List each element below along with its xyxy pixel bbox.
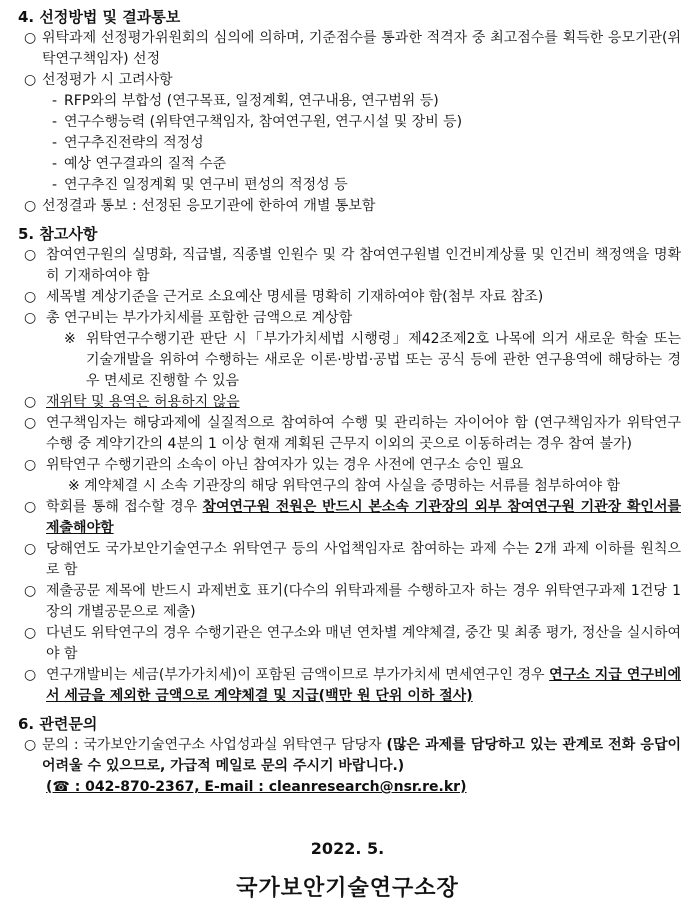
contact-info: [16, 777, 681, 798]
section-5-title: 5. 참고사항: [18, 225, 98, 243]
reference-note: ※ 위탁연구수행기관 판단 시「부가가치세법 시행령」제42조제2호 나목에 의거 새로운 학술 또는 기술개발을 위하여 수행하는 새로운 이론·방법·공법 또는 공식 등에 관한 연구용역에 해당하는 경우 면세로 진행할 수 있음: [64, 331, 681, 389]
list-item: ○ 문의 : 국가보안기술연구소 사업성과실 위탁연구 담당자 (많은 과제를 담당하고 있는 관계로 전화 응답이 어려울 수 있으므로, 가급적 메일로 문의 주시기 바랍니다.): [24, 737, 681, 774]
emphasis-text: 연구소 지급 연구비에서 세금을 제외한 금액으로 계약체결 및 지급(백만 원 단위 이하 절사): [46, 667, 682, 704]
circle-bullet: ○: [24, 457, 37, 473]
list-item: ○ 연구책임자는 해당과제에 실질적으로 참여하여 수행 및 관리하는 자이어야 함 (연구책임자가 위탁연구 수행 중 계약기간의 4분의 1 이상 현재 계획된 근무지 이외의 곳으로 이동하려는 경우 참여 불가): [24, 415, 681, 452]
sub-item: - RFP와의 부합성 (연구목표, 일정계획, 연구내용, 연구범위 등): [16, 91, 681, 112]
signature: 국가보안기술연구소장: [236, 876, 459, 901]
list-item: ○ 위탁과제 선정평가위원회의 심의에 의하며, 기준점수를 통과한 적격자 중 최고점수를 획득한 응모기관(위탁연구책임자) 선정: [24, 30, 681, 67]
list-item: ○ 선정평가 시 고려사항: [16, 70, 681, 91]
circle-bullet: ○: [24, 310, 37, 326]
section-4: [16, 6, 681, 217]
circle-bullet: ○: [24, 541, 37, 557]
emphasis-text: (많은 과제를 담당하고 있는 관계로 전화 응답이 어려울 수 있으므로, 가급적 메일로 문의 주시기 바랍니다.): [42, 737, 681, 774]
circle-bullet: ○: [24, 583, 37, 599]
circle-bullet: ○: [24, 499, 37, 515]
list-item: ○ 다년도 위탁연구의 경우 수행기관은 연구소와 매년 연차별 계약체결, 중간 및 최종 평가, 정산을 실시하여야 함: [24, 625, 681, 662]
circle-bullet: ○: [24, 394, 37, 410]
document-date: 2022. 5.: [310, 839, 385, 858]
list-item: ○ 선정결과 통보 : 선정된 응모기관에 한하여 개별 통보함: [16, 196, 681, 217]
contact-line: (☎ : 042-870-2367, E-mail : cleanresearch@nsr.re.kr): [46, 779, 467, 795]
list-item: ○ 학회를 통해 접수할 경우 참여연구원 전원은 반드시 본소속 기관장의 외부 참여연구원 기관장 확인서를 제출해야함: [24, 499, 681, 536]
section-5: [16, 223, 681, 707]
circle-bullet: ○: [24, 198, 37, 214]
dash-bullet: -: [52, 177, 58, 193]
sub-item: - 연구추진전략의 적정성: [16, 133, 681, 154]
circle-bullet: ○: [24, 30, 37, 46]
sub-item: - 연구추진 일정계획 및 연구비 편성의 적정성 등: [16, 175, 681, 196]
circle-bullet: ○: [24, 737, 37, 753]
reference-note: ※ 계약체결 시 소속 기관장의 해당 위탁연구의 참여 사실을 증명하는 서류를 첨부하여야 함: [68, 478, 620, 494]
list-item: ○ 연구개발비는 세금(부가가치세)이 포함된 금액이므로 부가가치세 면세연구인 경우 연구소 지급 연구비에서 세금을 제외한 금액으로 계약체결 및 지급(백만 원 단위 이하 절사): [24, 667, 682, 704]
reference-mark: ※: [64, 331, 76, 347]
circle-bullet: ○: [24, 289, 37, 305]
list-item: ○ 위탁연구 수행기관의 소속이 아닌 참여자가 있는 경우 사전에 연구소 승인 필요: [16, 455, 681, 476]
sub-item: - 연구수행능력 (위탁연구책임자, 참여연구원, 연구시설 및 장비 등): [16, 112, 681, 133]
emphasis-text: 참여연구원 전원은 반드시 본소속 기관장의 외부 참여연구원 기관장 확인서를 제출해야함: [46, 499, 681, 536]
circle-bullet: ○: [24, 625, 37, 641]
circle-bullet: ○: [24, 247, 37, 263]
section-4-title: 4. 선정방법 및 결과통보: [18, 8, 181, 26]
list-item: ○ 총 연구비는 부가가치세를 포함한 금액으로 계상함: [16, 308, 681, 329]
section-6: [16, 713, 681, 798]
circle-bullet: ○: [24, 415, 37, 431]
list-item: ○ 제출공문 제목에 반드시 과제번호 표기(다수의 위탁과제를 수행하고자 하는 경우 위탁연구과제 1건당 1장의 개별공문으로 제출): [24, 583, 681, 620]
section-6-title: 6. 관련문의: [18, 715, 98, 733]
dash-bullet: -: [52, 156, 58, 172]
dash-bullet: -: [52, 135, 58, 151]
circle-bullet: ○: [24, 72, 37, 88]
list-item: ○ 재위탁 및 용역은 허용하지 않음: [16, 392, 681, 413]
list-item: ○ 세목별 계상기준을 근거로 소요예산 명세를 명확히 기재하여야 함(첨부 자료 참조): [16, 287, 681, 308]
dash-bullet: -: [52, 114, 58, 130]
sub-item: - 예상 연구결과의 질적 수준: [16, 154, 681, 175]
list-item: ○ 당해연도 국가보안기술연구소 위탁연구 등의 사업책임자로 참여하는 과제 수는 2개 과제 이하를 원칙으로 함: [24, 541, 681, 578]
circle-bullet: ○: [24, 667, 37, 683]
dash-bullet: -: [52, 93, 58, 109]
list-item: ○ 참여연구원의 실명화, 직급별, 직종별 인원수 및 각 참여연구원별 인건비계상률 및 인건비 책정액을 명확히 기재하여야 함: [24, 247, 681, 284]
